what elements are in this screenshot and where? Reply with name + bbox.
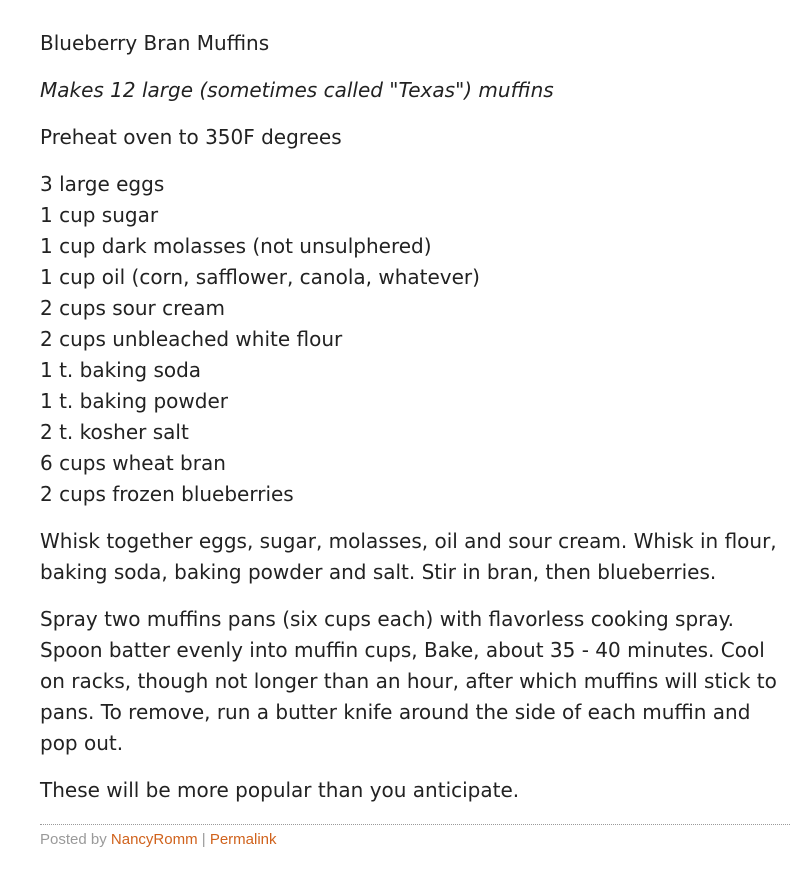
permalink-link[interactable]: Permalink <box>209 831 277 848</box>
ingredient-item: 1 cup dark molasses (not unsulphered) <box>40 234 432 258</box>
ingredient-item: 1 cup oil (corn, safflower, canola, whatever) <box>40 265 480 289</box>
author-link[interactable]: NancyRomm <box>110 831 198 848</box>
ingredient-item: 2 cups sour cream <box>40 296 225 320</box>
post-footer <box>40 824 790 850</box>
ingredient-list <box>40 169 790 510</box>
mixing-instructions: Whisk together eggs, sugar, molasses, oil and sour cream. Whisk in flour, baking soda, baking powder and salt. Stir in bran, then blueberries. <box>40 529 777 584</box>
ingredient-item: 6 cups wheat bran <box>40 451 226 475</box>
post-subtitle: Makes 12 large (sometimes called "Texas") muffins <box>40 78 554 102</box>
ingredient-item: 2 cups frozen blueberries <box>40 482 294 506</box>
posted-by-label: Posted by <box>40 831 107 848</box>
post-body <box>40 28 790 822</box>
preheat-instruction: Preheat oven to 350F degrees <box>40 125 342 149</box>
ingredient-item: 1 t. baking powder <box>40 389 228 413</box>
footer-separator: | <box>201 831 206 848</box>
ingredient-item: 1 cup sugar <box>40 203 159 227</box>
ingredient-item: 2 cups unbleached white flour <box>40 327 343 351</box>
closing-note: These will be more popular than you anticipate. <box>40 778 520 802</box>
ingredient-item: 3 large eggs <box>40 172 165 196</box>
ingredient-item: 2 t. kosher salt <box>40 420 189 444</box>
ingredient-item: 1 t. baking soda <box>40 358 202 382</box>
baking-instructions: Spray two muffins pans (six cups each) with flavorless cooking spray. Spoon batter evenly into muffin cups, Bake, about 35 - 40 minutes. Cool on racks, though not longer than an hour, after which muffins will stick to pans. To remove, run a butter knife around the side of each muffin and pop out. <box>40 607 777 755</box>
post-title: Blueberry Bran Muffins <box>40 31 270 55</box>
